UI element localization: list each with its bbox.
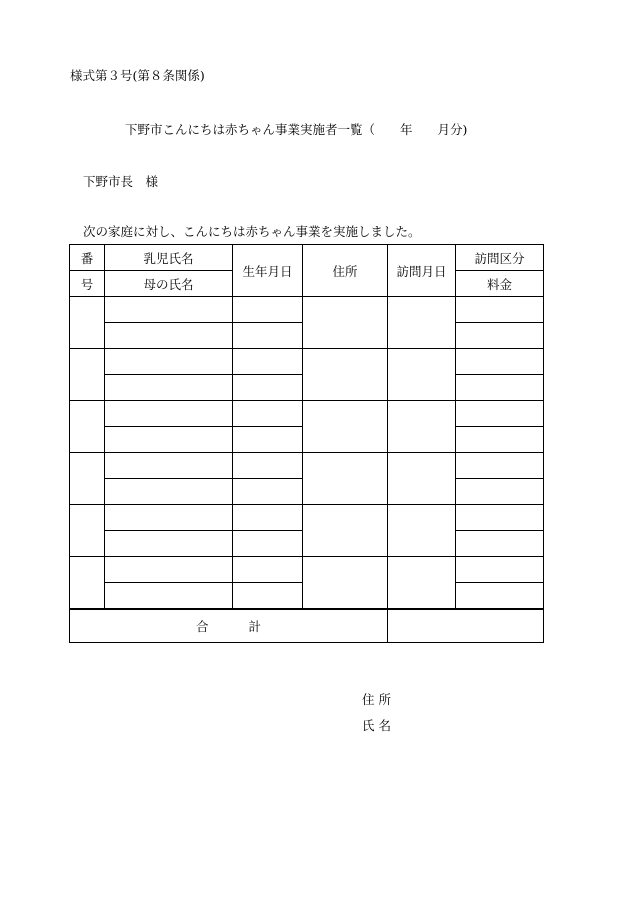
address-cell[interactable]: [303, 453, 388, 505]
table-row: [70, 401, 544, 427]
fee-cell[interactable]: [456, 583, 544, 609]
visit-category-cell[interactable]: [456, 349, 544, 375]
birth-date-cell[interactable]: [233, 349, 303, 375]
header-visit-date: 訪問月日: [388, 245, 456, 297]
number-cell[interactable]: [70, 453, 105, 505]
number-cell[interactable]: [70, 297, 105, 349]
visit-date-cell[interactable]: [388, 453, 456, 505]
number-cell[interactable]: [70, 557, 105, 609]
table-row: [70, 505, 544, 531]
table-row: [70, 349, 544, 375]
visit-date-cell[interactable]: [388, 349, 456, 401]
header-mother-name: 母の氏名: [105, 271, 233, 297]
infant-name-cell[interactable]: [105, 557, 233, 583]
document-title: 下野市こんにちは赤ちゃん事業実施者一覧（ 年 月分): [125, 122, 468, 137]
mother-name-cell[interactable]: [105, 531, 233, 557]
birth-date-cell[interactable]: [233, 453, 303, 479]
number-cell[interactable]: [70, 349, 105, 401]
header-address: 住所: [303, 245, 388, 297]
header-infant-name: 乳児氏名: [105, 245, 233, 271]
fee-cell[interactable]: [456, 531, 544, 557]
birth-date-cell-2[interactable]: [233, 427, 303, 453]
form-number: 様式第３号(第８条関係): [70, 68, 205, 83]
signature-name-label: 氏 名: [362, 718, 391, 733]
mother-name-cell[interactable]: [105, 583, 233, 609]
visit-category-cell[interactable]: [456, 557, 544, 583]
number-cell[interactable]: [70, 401, 105, 453]
table-row: [70, 297, 544, 323]
total-label-right: 計: [248, 618, 262, 634]
address-cell[interactable]: [303, 297, 388, 349]
infant-name-cell[interactable]: [105, 505, 233, 531]
infant-name-cell[interactable]: [105, 349, 233, 375]
fee-cell[interactable]: [456, 375, 544, 401]
birth-date-cell-2[interactable]: [233, 323, 303, 349]
visit-date-cell[interactable]: [388, 557, 456, 609]
visit-category-cell[interactable]: [456, 401, 544, 427]
visit-table: [69, 244, 544, 643]
birth-date-cell-2[interactable]: [233, 479, 303, 505]
total-value-cell[interactable]: [388, 609, 544, 643]
address-cell[interactable]: [303, 401, 388, 453]
header-number-bottom: 号: [70, 271, 105, 297]
mother-name-cell[interactable]: [105, 479, 233, 505]
address-cell[interactable]: [303, 349, 388, 401]
visit-category-cell[interactable]: [456, 297, 544, 323]
infant-name-cell[interactable]: [105, 453, 233, 479]
mother-name-cell[interactable]: [105, 375, 233, 401]
fee-cell[interactable]: [456, 427, 544, 453]
address-cell[interactable]: [303, 557, 388, 609]
birth-date-cell-2[interactable]: [233, 531, 303, 557]
total-label-left: 合: [195, 618, 209, 634]
fee-cell[interactable]: [456, 323, 544, 349]
intro-text: 次の家庭に対し、こんにちは赤ちゃん事業を実施しました。: [83, 224, 421, 239]
birth-date-cell[interactable]: [233, 401, 303, 427]
header-fee: 料金: [456, 271, 544, 297]
visit-date-cell[interactable]: [388, 505, 456, 557]
table-row: [70, 557, 544, 583]
table-row: [70, 453, 544, 479]
header-visit-category: 訪問区分: [456, 245, 544, 271]
birth-date-cell[interactable]: [233, 557, 303, 583]
header-number-top: 番: [70, 245, 105, 271]
total-row: [70, 609, 544, 643]
birth-date-cell-2[interactable]: [233, 375, 303, 401]
infant-name-cell[interactable]: [105, 297, 233, 323]
address-cell[interactable]: [303, 505, 388, 557]
total-label: [70, 609, 388, 643]
number-cell[interactable]: [70, 505, 105, 557]
visit-category-cell[interactable]: [456, 453, 544, 479]
birth-date-cell[interactable]: [233, 297, 303, 323]
signature-address-label: 住 所: [362, 692, 391, 707]
visit-date-cell[interactable]: [388, 401, 456, 453]
birth-date-cell-2[interactable]: [233, 583, 303, 609]
birth-date-cell[interactable]: [233, 505, 303, 531]
header-birth-date: 生年月日: [233, 245, 303, 297]
recipient: 下野市長 様: [83, 174, 159, 189]
visit-date-cell[interactable]: [388, 297, 456, 349]
infant-name-cell[interactable]: [105, 401, 233, 427]
mother-name-cell[interactable]: [105, 323, 233, 349]
mother-name-cell[interactable]: [105, 427, 233, 453]
fee-cell[interactable]: [456, 479, 544, 505]
visit-category-cell[interactable]: [456, 505, 544, 531]
header-row: [70, 245, 544, 271]
